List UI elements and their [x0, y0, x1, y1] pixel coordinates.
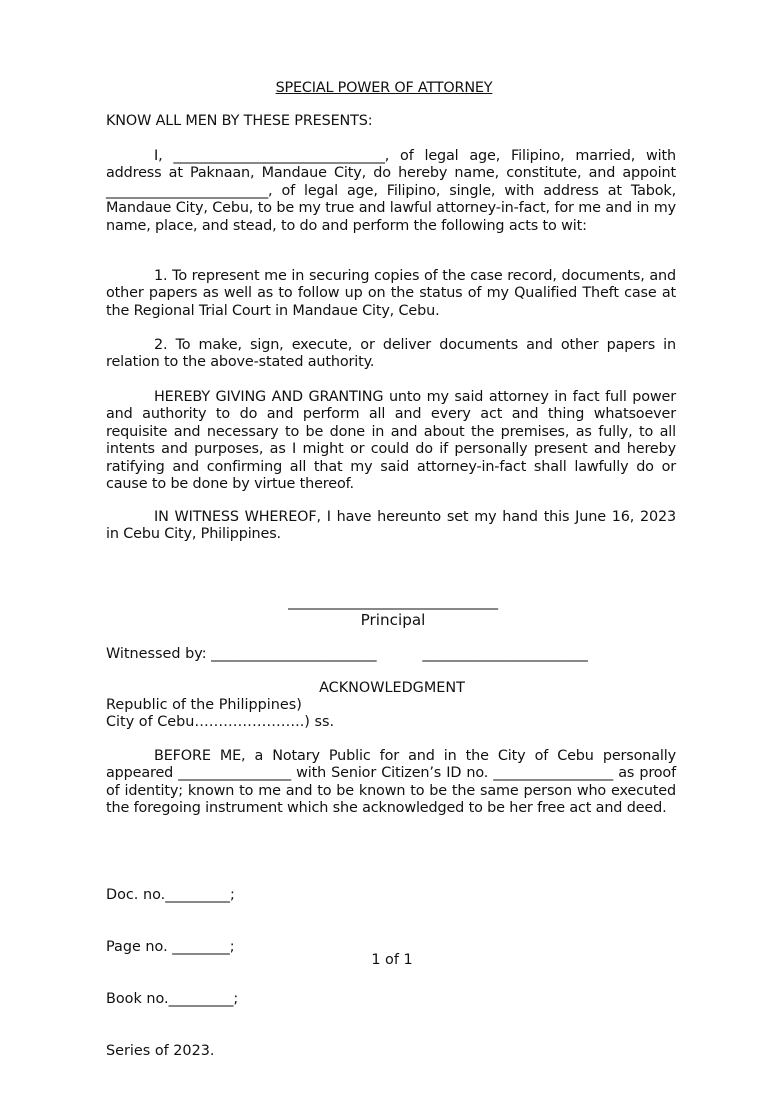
paragraph-granting — [106, 389, 676, 493]
witness-clause-text: IN WITNESS WHEREOF, I have hereunto set my hand this June 16, 2023 in Cebu City, Philippines. — [106, 509, 676, 543]
item-1-text: 1. To represent me in securing copies of the case record, documents, and other papers as well as to follow up on the status of my Qualified Theft case at the Regional Trial Court in Mandaue City, Cebu. — [106, 268, 676, 319]
principal-label: Principal — [360, 611, 426, 629]
notary-text: BEFORE ME, a Notary Public for and in the City of Cebu personally appeared ________________ with Senior Citizen’s ID no. _________________ as proof of identity; known to me and to be known to be the same person who executed the foregoing instrument which she acknowledged to be her free act and deed. — [106, 748, 676, 817]
notary-paragraph — [106, 748, 676, 818]
document-title: SPECIAL POWER OF ATTORNEY — [275, 80, 493, 96]
appointment-text: I, ______________________________, of legal age, Filipino, married, with address at Paknaan, Mandaue City, do hereby name, constitute, and appoint _______________________, of legal age, Filipino, single, with address at Tabok, Mandaue City, Cebu, to be my true and lawful attorney-in-fact, for me and in my name, place, and stead, to do and perform the following acts to wit: — [106, 148, 676, 234]
venue-block — [106, 697, 334, 732]
venue-line-1: Republic of the Philippines) — [106, 697, 302, 713]
granting-text: HEREBY GIVING AND GRANTING unto my said attorney in fact full power and authority to do and perform all and every act and thing whatsoever requisite and necessary to be done in and about the premises, as fully, to all intents and purposes, as I might or could do if personally present and hereby ratifying and confirming all that my said attorney-in-fact shall lawfully do or cause to be done by virtue thereof. — [106, 389, 676, 493]
item-2-text: 2. To make, sign, execute, or deliver documents and other papers in relation to the above-stated authority. — [106, 337, 676, 371]
witnessed-by-line: Witnessed by: _______________________ _______________________ — [106, 646, 588, 662]
intro-line — [106, 113, 676, 130]
notarial-register-block — [106, 852, 238, 1096]
doc-no-line: Doc. no._________; — [106, 886, 235, 903]
paragraph-item-2 — [106, 337, 676, 372]
paragraph-item-1 — [106, 268, 676, 320]
page-number: 1 of 1 — [371, 952, 413, 968]
paragraph-witness-clause — [106, 509, 676, 544]
series-line: Series of 2023. — [106, 1043, 215, 1060]
principal-signature-line: ______________________________ — [288, 594, 498, 610]
venue-line-2: City of Cebu…………………..) ss. — [106, 714, 335, 731]
paragraph-appointment — [106, 148, 676, 235]
book-no-line: Book no._________; — [106, 991, 239, 1008]
intro-text: KNOW ALL MEN BY THESE PRESENTS: — [106, 113, 373, 129]
page-no-line: Page no. ________; — [106, 939, 235, 956]
acknowledgment-title: ACKNOWLEDGMENT — [319, 680, 465, 696]
